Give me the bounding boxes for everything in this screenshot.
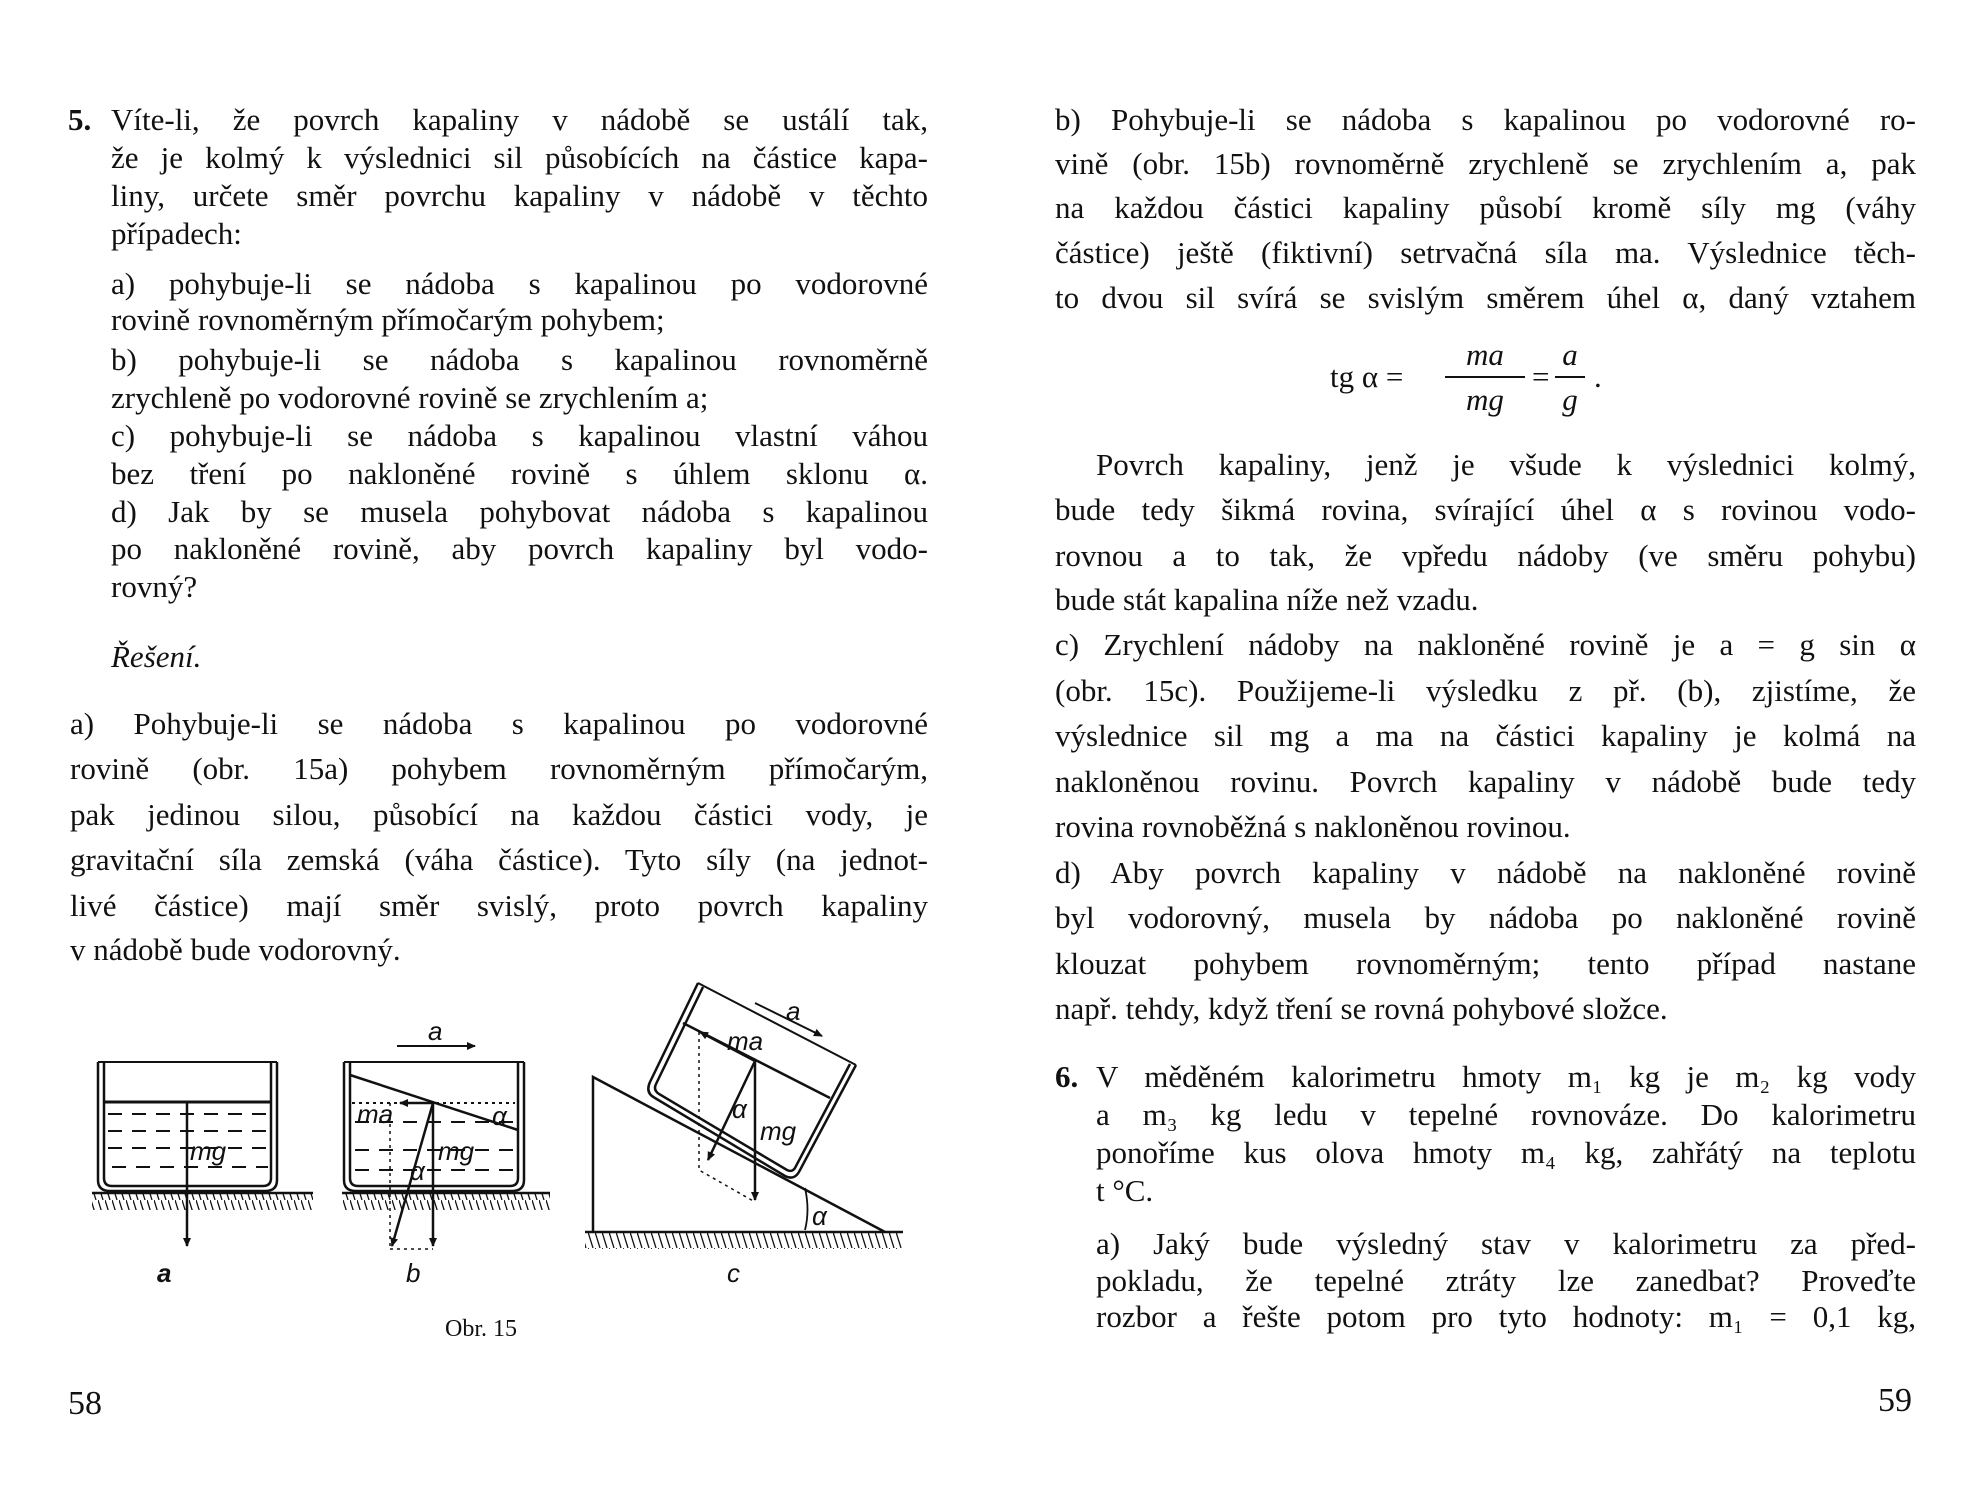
solution-a-line: a) Pohybuje-li se nádoba s kapalinou po vodorovné [70, 706, 928, 741]
formula-denominator: g [1562, 382, 1578, 417]
problem-5-item-line: a) pohybuje-li se nádoba s kapalinou po vodorovné [111, 266, 928, 301]
solution-a-line: gravitační síla zemská (váha částice). Tyto síly (na jednot- [70, 842, 928, 877]
formula-equals: = [1532, 359, 1550, 394]
problem-5-item-line: rovný? [111, 569, 198, 604]
label-ma: ma [357, 1099, 394, 1129]
sublabel-b: b [406, 1258, 421, 1288]
solution-c-line: nakloněnou rovinu. Povrch kapaliny v nádobě bude tedy [1055, 764, 1916, 799]
label-mg: mg [760, 1116, 797, 1146]
solution-c-line: (obr. 15c). Použijeme-li výsledku z př. (b), zjistíme, že [1055, 673, 1916, 708]
problem-6-line: ponoříme kus olova hmoty m₄ kg, zahřátý na teplotu [1096, 1135, 1916, 1170]
solution-a-line: v nádobě bude vodorovný. [70, 932, 401, 967]
solution-d-line: d) Aby povrch kapaliny v nádobě na nakloněné rovině [1055, 855, 1916, 890]
problem-6-line: t °C. [1096, 1173, 1154, 1208]
solution-c-line: výslednice sil mg a ma na částici kapaliny je kolmá na [1055, 718, 1916, 753]
formula-lhs: tg α = [1330, 359, 1404, 394]
problem-number: 6. [1055, 1059, 1079, 1094]
label-mg: mg [438, 1136, 475, 1166]
solution-d-line: klouzat pohybem rovnoměrným; tento případ nastane [1055, 946, 1916, 981]
formula-numerator: a [1562, 337, 1578, 372]
figure-caption: Obr. 15 [445, 1316, 517, 1342]
solution-d-line: např. tehdy, když tření se rovná pohybové složce. [1055, 991, 1668, 1026]
label-a: a [428, 1016, 443, 1046]
solution-b-surface-line: bude tedy šikmá rovina, svírající úhel α s rovinou vodo- [1055, 492, 1916, 527]
problem-5-line: že je kolmý k výslednici sil působících na částice kapa- [111, 140, 928, 175]
sublabel-c: c [727, 1258, 740, 1288]
solution-d-line: byl vodorovný, musela by nádoba po nakloněné rovině [1055, 900, 1916, 935]
solution-b-line: vině (obr. 15b) rovnoměrně zrychleně se zrychlením a, pak [1055, 146, 1916, 181]
problem-5-item-line: zrychleně po vodorovné rovině se zrychlením a; [111, 380, 709, 415]
problem-6-item-a-line: a) Jaký bude výsledný stav v kalorimetru za před- [1096, 1226, 1916, 1261]
label-alpha: α [410, 1156, 425, 1186]
problem-6-line: V měděném kalorimetru hmoty m₁ kg je m₂ kg vody [1096, 1059, 1916, 1094]
problem-5-item-line: b) pohybuje-li se nádoba s kapalinou rovnoměrně [111, 342, 928, 377]
solution-c-line: c) Zrychlení nádoby na nakloněné rovině je a = g sin α [1055, 627, 1916, 662]
problem-5-item-line: d) Jak by se musela pohybovat nádoba s kapalinou [111, 494, 928, 529]
label-alpha: α [812, 1201, 827, 1231]
page-number-right: 59 [1878, 1382, 1912, 1419]
formula-numerator: ma [1466, 337, 1504, 372]
solution-b-line: na každou částici kapaliny působí kromě síly mg (váhy [1055, 190, 1916, 225]
problem-5-item-line: c) pohybuje-li se nádoba s kapalinou vlastní váhou [111, 418, 928, 453]
solution-heading: Řešení. [111, 639, 202, 674]
sublabel-a: a [157, 1258, 172, 1288]
solution-b-surface-line: rovnou a to tak, že vpředu nádoby (ve směru pohybu) [1055, 538, 1916, 573]
label-ma: ma [727, 1026, 764, 1056]
solution-b-line: b) Pohybuje-li se nádoba s kapalinou po vodorovné ro- [1055, 102, 1916, 137]
problem-5-line: Víte-li, že povrch kapaliny v nádobě se ustálí tak, [111, 102, 928, 137]
label-mg: mg [190, 1136, 227, 1166]
problem-5-line: případech: [111, 216, 242, 251]
solution-b-surface-line: bude stát kapalina níže než vzadu. [1055, 582, 1479, 617]
problem-6-line: a m₃ kg ledu v tepelné rovnováze. Do kalorimetru [1096, 1097, 1916, 1132]
label-a: a [786, 996, 801, 1026]
formula-denominator: mg [1466, 382, 1504, 417]
problem-6-item-a-line: pokladu, že tepelné ztráty lze zanedbat? Proveďte [1096, 1263, 1916, 1298]
solution-c-line: rovina rovnoběžná s nakloněnou rovinou. [1055, 809, 1571, 844]
problem-5-item-line: bez tření po nakloněné rovině s úhlem sklonu α. [111, 456, 928, 491]
formula-period: . [1594, 359, 1602, 394]
solution-b-line: částice) ještě (fiktivní) setrvačná síla ma. Výslednice těch- [1055, 235, 1916, 270]
solution-a-line: pak jedinou silou, působící na každou částici vody, je [70, 797, 928, 832]
page-number-left: 58 [68, 1385, 102, 1422]
solution-a-line: rovině (obr. 15a) pohybem rovnoměrným přímočarým, [70, 751, 928, 786]
label-alpha: α [492, 1101, 507, 1131]
problem-5-line: liny, určete směr povrchu kapaliny v nádobě v těchto [111, 178, 928, 213]
problem-5-item-line: po nakloněné rovině, aby povrch kapaliny byl vodo- [111, 531, 928, 566]
solution-a-line: livé částice) mají směr svislý, proto povrch kapaliny [70, 888, 928, 923]
problem-5-item-line: rovině rovnoměrným přímočarým pohybem; [111, 302, 665, 337]
problem-number: 5. [68, 102, 92, 137]
solution-b-surface-line: Povrch kapaliny, jenž je všude k výslednici kolmý, [1096, 447, 1916, 482]
problem-6-item-a-line: rozbor a řešte potom pro tyto hodnoty: m₁ = 0,1 kg, [1096, 1299, 1916, 1334]
label-alpha: α [732, 1094, 747, 1124]
solution-b-line: to dvou sil svírá se svislým směrem úhel α, daný vztahem [1055, 280, 1916, 315]
